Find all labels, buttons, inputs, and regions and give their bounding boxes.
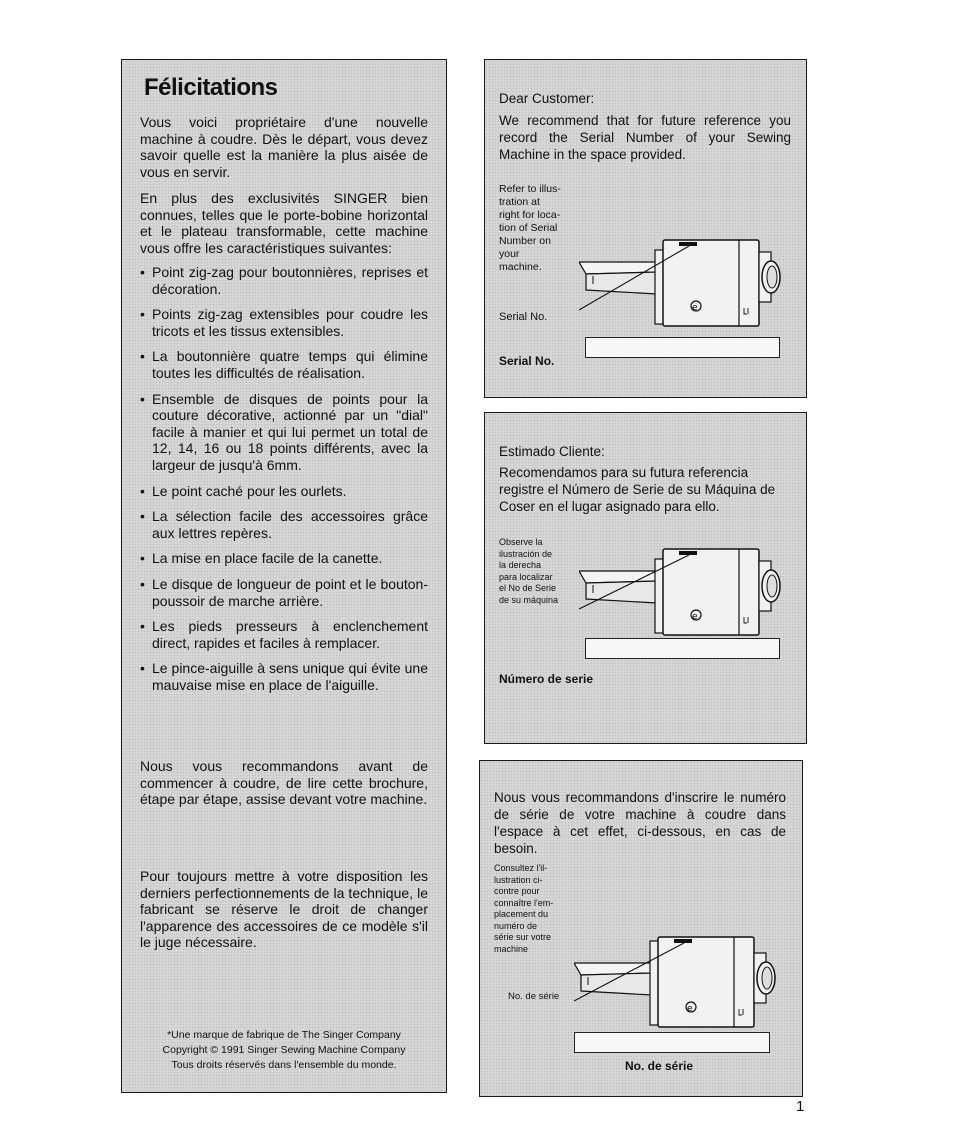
list-item: • Les pieds presseurs à enclenchement direct, rapides et faciles à remplacer. [140, 618, 428, 651]
diagram-note: Consultez l'il- lustration ci- contre pour connaître l'em- placement du numéro de série sur votre machine [494, 863, 554, 954]
list-item: • Ensemble de disques de points pour la couture décorative, actionné par un "dial" facile à manier et qui lui permet un total de 12, 14, 16 ou 18 points différents, avec la largeur de jusqu'à 6mm. [140, 391, 428, 474]
footnote-copyright: Copyright © 1991 Singer Sewing Machine Company [162, 1044, 406, 1056]
greeting: Estimado Cliente: [499, 444, 605, 459]
svg-text:e: e [692, 612, 698, 622]
serial-field-label: Serial No. [499, 354, 555, 368]
machine-diagram-icon [574, 933, 786, 1033]
list-item: • Le pince-aiguille à sens unique qui évite une mauvaise mise en place de l'aiguille. [140, 660, 428, 693]
instructions: Recomendamos para su futura referencia registre el Número de Serie de su Máquina de Coser en el lugar asignado para ello. [499, 465, 776, 514]
page-number: 1 [796, 1098, 805, 1115]
diagram-serial-label: Serial No. [499, 311, 548, 323]
serial-box-english [484, 59, 807, 398]
features-intro-paragraph: En plus des exclusivités SINGER bien connues, telles que le porte-bobine horizontal et le plateau transformable, cette machine vous offre les caractéristiques suivantes: [140, 190, 428, 256]
list-item: • Point zig-zag pour boutonnières, reprises et décoration. [140, 264, 428, 297]
features-list [140, 264, 428, 702]
list-item: • La boutonnière quatre temps qui élimine toutes les difficultés de réalisation. [140, 348, 428, 381]
diagram-note: Observe la ilustración de la derecha para localizar el No de Serie de su máquina [499, 537, 559, 605]
svg-text:e: e [687, 1004, 693, 1014]
serial-box-french [479, 760, 803, 1097]
instructions: Nous vous recommandons d'inscrire le numéro de série de votre machine à coudre dans l'espace à cet effet, ci-dessous, en cas de besoin. [494, 790, 786, 856]
list-item: • Points zig-zag extensibles pour coudre les tricots et les tissus extensibles. [140, 306, 428, 339]
page-title: Félicitations [144, 74, 278, 101]
list-item: • Le point caché pour les ourlets. [140, 483, 428, 500]
serial-number-field[interactable] [585, 337, 780, 358]
machine-diagram-icon [579, 232, 791, 332]
serial-number-field[interactable] [574, 1032, 770, 1053]
footnote-trademark: *Une marque de fabrique de The Singer Company [167, 1029, 401, 1041]
serial-box-spanish [484, 412, 807, 744]
diagram-serial-label: No. de série [508, 991, 560, 1002]
footnote-rights: Tous droits réservés dans l'ensemble du monde. [171, 1059, 397, 1071]
greeting: Dear Customer: [499, 91, 595, 106]
footnote [122, 1028, 446, 1073]
intro-paragraph: Vous voici propriétaire d'une nouvelle machine à coudre. Dès le départ, vous devez savoir quelle est la manière la plus aisée de vous en servir. [140, 114, 428, 180]
recommend-paragraph: Nous vous recommandons avant de commencer à coudre, de lire cette brochure, étape par étape, assise devant votre machine. [140, 758, 428, 808]
instructions: We recommend that for future reference you record the Serial Number of your Sewing Machine in the space provided. [499, 113, 791, 162]
felicitations-panel [121, 59, 447, 1093]
machine-diagram-icon [579, 541, 791, 641]
svg-text:e: e [692, 303, 698, 313]
diagram-note: Refer to illus- tration at right for loca- tion of Serial Number on your machine. [499, 183, 561, 273]
list-item: • La mise en place facile de la canette. [140, 550, 428, 567]
serial-field-label: Número de serie [499, 672, 594, 686]
list-item: • Le disque de longueur de point et le bouton-poussoir de marche arrière. [140, 576, 428, 609]
serial-number-field[interactable] [585, 638, 780, 659]
serial-field-label: No. de série [625, 1059, 694, 1073]
list-item: • La sélection facile des accessoires grâce aux lettres repères. [140, 508, 428, 541]
disclaimer-paragraph: Pour toujours mettre à votre disposition les derniers perfectionnements de la technique, le fabricant se réserve le droit de changer l'apparence des accessoires de ce modèle s'il le juge nécessaire. [140, 868, 428, 951]
